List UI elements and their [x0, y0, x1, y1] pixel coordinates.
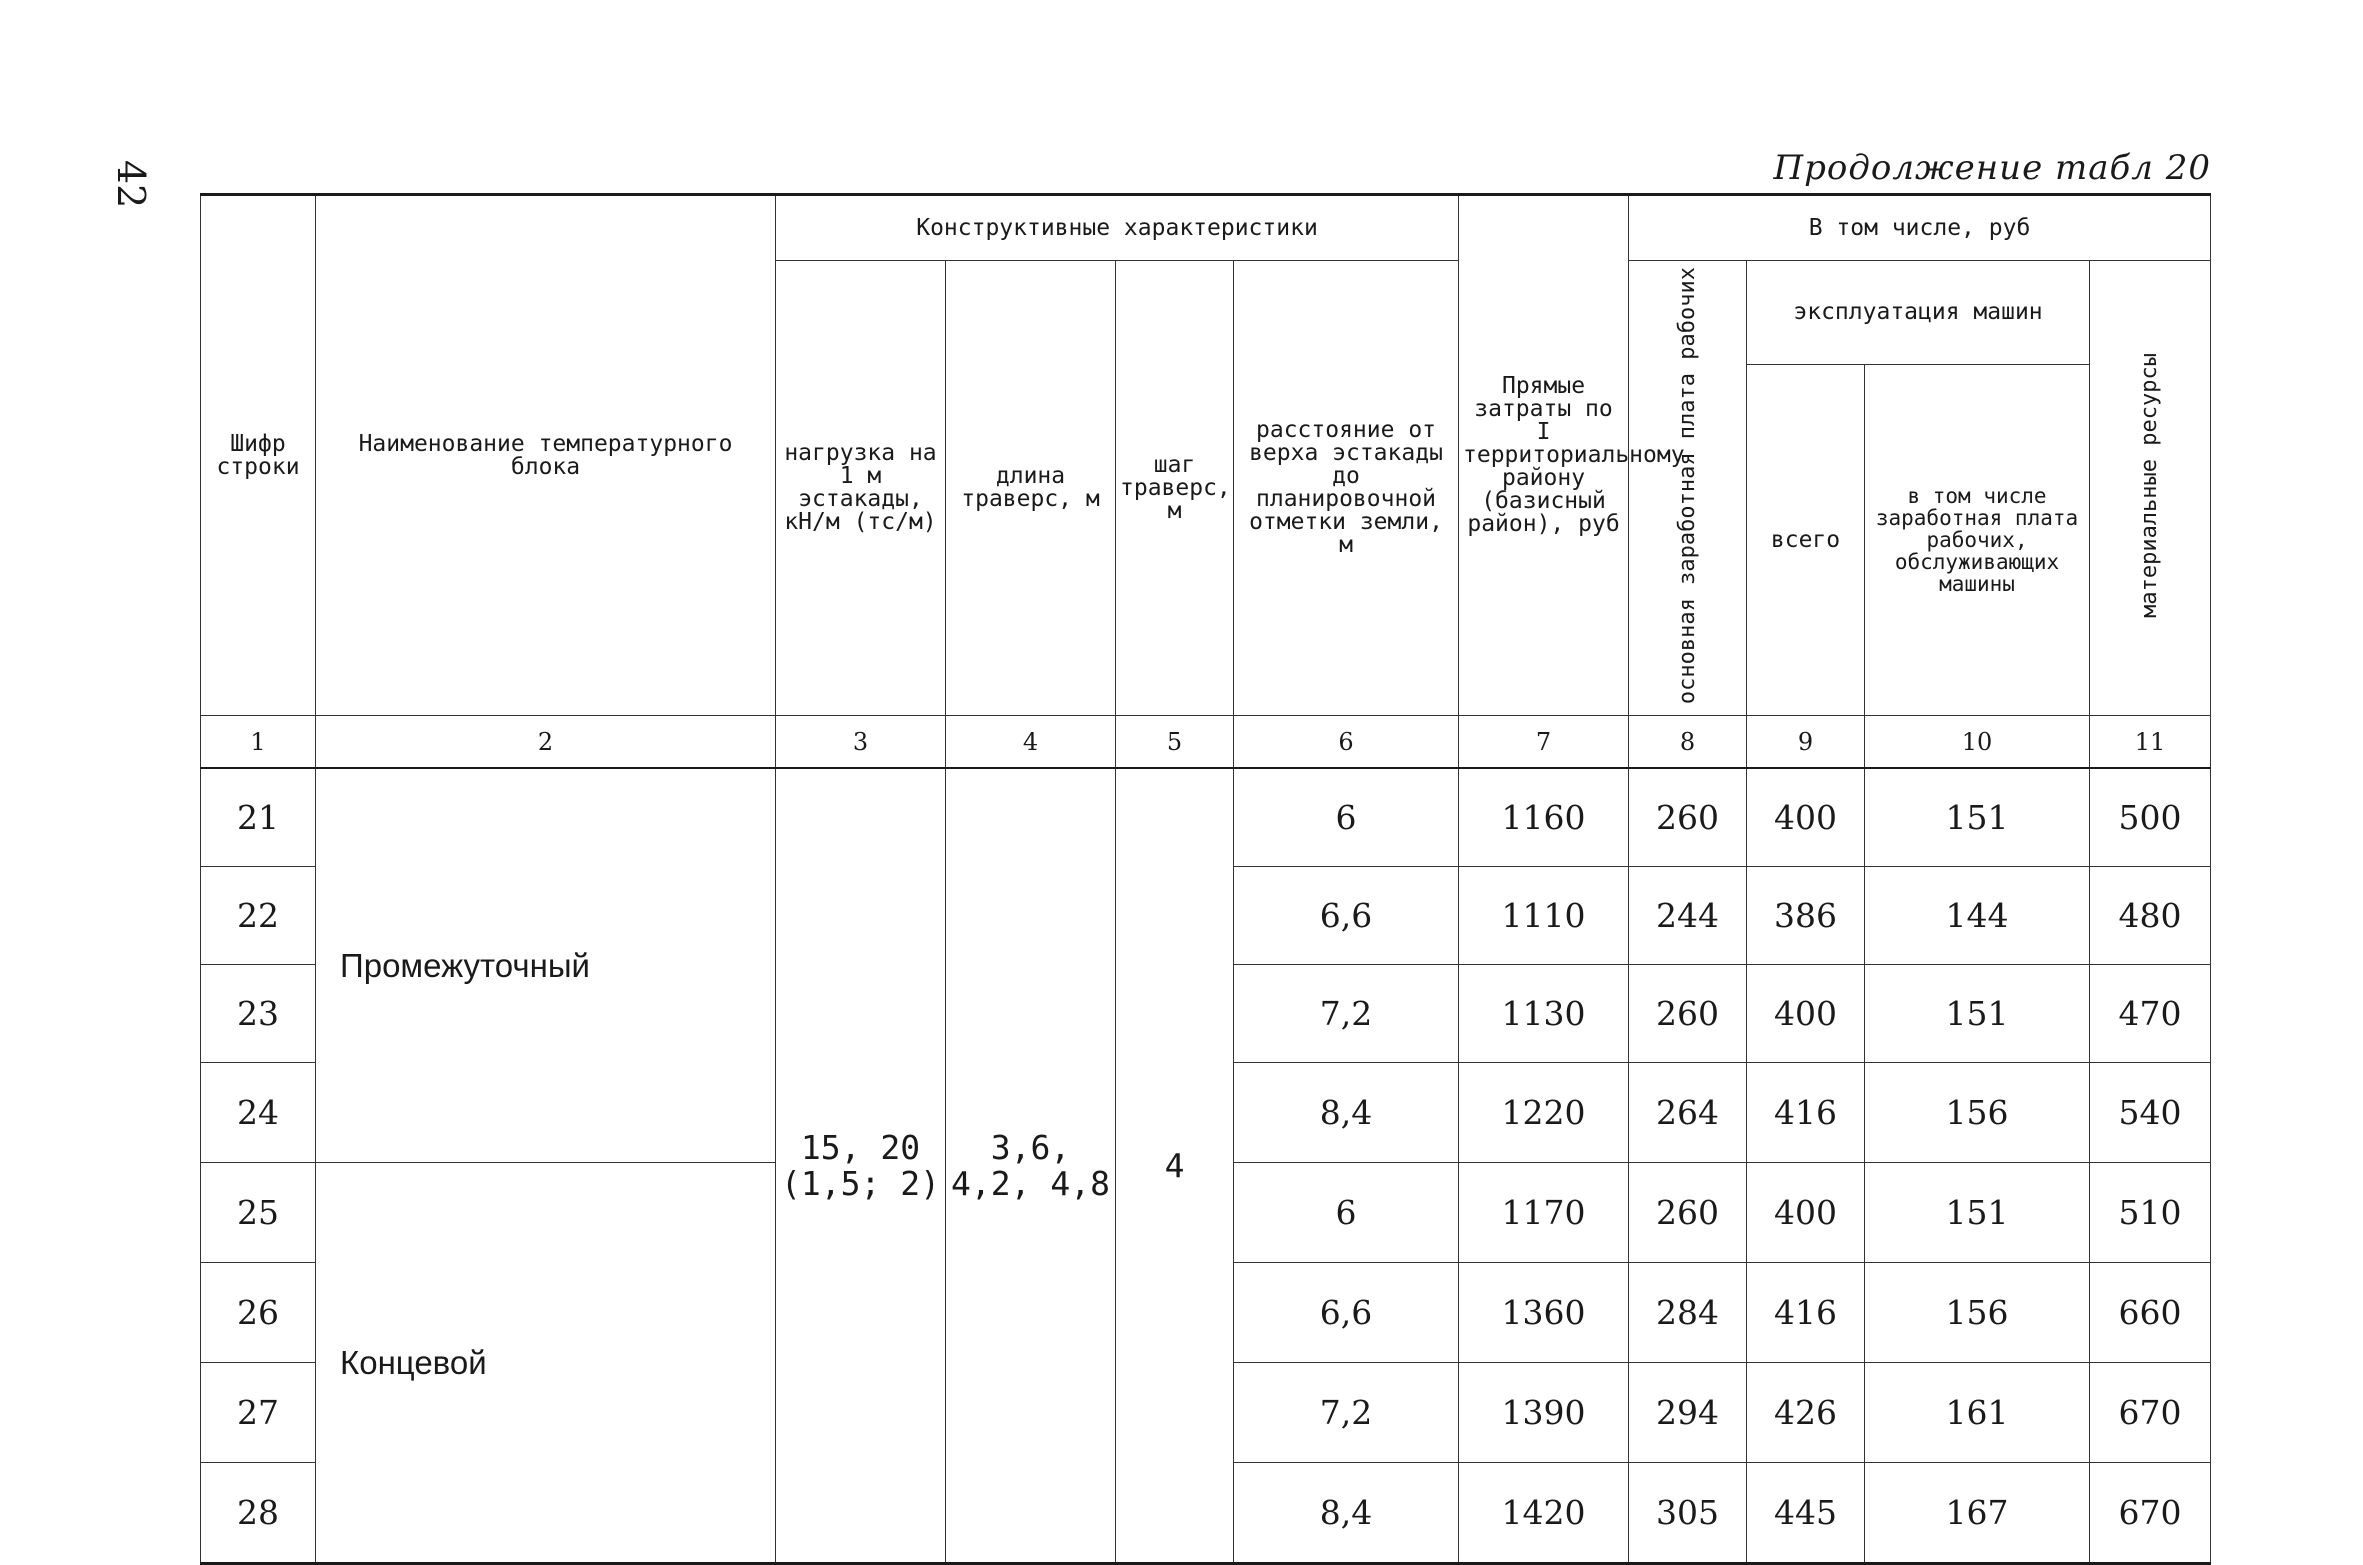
header-total: всего — [1747, 364, 1865, 715]
header-code: Шифр строки — [201, 195, 316, 716]
distance-cell: 6 — [1234, 768, 1459, 867]
machine-wage-cell: 156 — [1865, 1263, 2090, 1363]
machine-wage-cell: 151 — [1865, 965, 2090, 1063]
row-code: 24 — [201, 1063, 316, 1163]
materials-cell: 670 — [2090, 1363, 2211, 1463]
direct-cost-cell: 1160 — [1459, 768, 1629, 867]
distance-cell: 7,2 — [1234, 1363, 1459, 1463]
machine-wage-cell: 151 — [1865, 1163, 2090, 1263]
base-wage-cell: 260 — [1629, 1163, 1747, 1263]
block-name-end: Концевой — [316, 1163, 776, 1564]
traverse-step-value: 4 — [1116, 768, 1234, 1564]
column-number: 9 — [1747, 716, 1865, 769]
materials-cell: 500 — [2090, 768, 2211, 867]
base-wage-cell: 260 — [1629, 965, 1747, 1063]
materials-cell: 670 — [2090, 1463, 2211, 1564]
machine-total-cell: 416 — [1747, 1063, 1865, 1163]
cost-table — [200, 193, 2211, 1565]
direct-cost-cell: 1130 — [1459, 965, 1629, 1063]
machine-total-cell: 400 — [1747, 768, 1865, 867]
distance-cell: 7,2 — [1234, 965, 1459, 1063]
column-number: 11 — [2090, 716, 2211, 769]
header-distance: расстояние от верха эстакады до планировочной отметки земли, м — [1234, 261, 1459, 716]
header-traverse-length: длина траверс, м — [946, 261, 1116, 716]
base-wage-cell: 305 — [1629, 1463, 1747, 1564]
row-code: 22 — [201, 867, 316, 965]
base-wage-cell: 264 — [1629, 1063, 1747, 1163]
row-code: 28 — [201, 1463, 316, 1564]
column-number: 1 — [201, 716, 316, 769]
header-direct-costs: Прямые затраты по I территориальному району (базисный район), руб — [1459, 195, 1629, 716]
direct-cost-cell: 1390 — [1459, 1363, 1629, 1463]
block-name-intermediate: Промежуточный — [316, 768, 776, 1163]
column-number: 7 — [1459, 716, 1629, 769]
page-number: 42 — [109, 160, 153, 209]
materials-cell: 660 — [2090, 1263, 2211, 1363]
column-number: 8 — [1629, 716, 1747, 769]
materials-cell: 480 — [2090, 867, 2211, 965]
machine-total-cell: 416 — [1747, 1263, 1865, 1363]
header-base-wage — [1629, 261, 1747, 716]
machine-total-cell: 426 — [1747, 1363, 1865, 1463]
row-code: 21 — [201, 768, 316, 867]
row-code: 25 — [201, 1163, 316, 1263]
distance-cell: 6,6 — [1234, 1263, 1459, 1363]
column-number: 2 — [316, 716, 776, 769]
machine-wage-cell: 151 — [1865, 768, 2090, 867]
base-wage-cell: 244 — [1629, 867, 1747, 965]
header-traverse-step: шаг траверс, м — [1116, 261, 1234, 716]
row-code: 27 — [201, 1363, 316, 1463]
base-wage-cell: 284 — [1629, 1263, 1747, 1363]
distance-cell: 6 — [1234, 1163, 1459, 1263]
distance-cell: 8,4 — [1234, 1463, 1459, 1564]
machine-total-cell: 445 — [1747, 1463, 1865, 1564]
machine-total-cell: 400 — [1747, 1163, 1865, 1263]
column-number: 4 — [946, 716, 1116, 769]
machine-wage-cell: 144 — [1865, 867, 2090, 965]
header-machine-operation: эксплуатация машин — [1747, 261, 2090, 365]
header-constructive: Конструктивные характеристики — [776, 195, 1459, 261]
distance-cell: 6,6 — [1234, 867, 1459, 965]
base-wage-cell: 294 — [1629, 1363, 1747, 1463]
machine-wage-cell: 167 — [1865, 1463, 2090, 1564]
direct-cost-cell: 1360 — [1459, 1263, 1629, 1363]
direct-cost-cell: 1420 — [1459, 1463, 1629, 1564]
header-load: нагрузка на 1 м эстакады, кН/м (тс/м) — [776, 261, 946, 716]
header-including: В том числе, руб — [1629, 195, 2211, 261]
column-number: 3 — [776, 716, 946, 769]
machine-wage-cell: 156 — [1865, 1063, 2090, 1163]
column-number: 10 — [1865, 716, 2090, 769]
traverse-length-value: 3,6, 4,2, 4,8 — [946, 768, 1116, 1564]
machine-total-cell: 386 — [1747, 867, 1865, 965]
materials-cell: 510 — [2090, 1163, 2211, 1263]
machine-wage-cell: 161 — [1865, 1363, 2090, 1463]
header-materials-text: материальные ресурсы — [2137, 353, 2163, 618]
direct-cost-cell: 1170 — [1459, 1163, 1629, 1263]
header-name: Наименование температурного блока — [316, 195, 776, 716]
table-row — [201, 768, 2211, 867]
materials-cell: 540 — [2090, 1063, 2211, 1163]
row-code: 26 — [201, 1263, 316, 1363]
column-number: 6 — [1234, 716, 1459, 769]
machine-total-cell: 400 — [1747, 965, 1865, 1063]
table-continuation-caption: Продолжение табл 20 — [1773, 148, 2211, 188]
header-materials — [2090, 261, 2211, 716]
direct-cost-cell: 1220 — [1459, 1063, 1629, 1163]
direct-cost-cell: 1110 — [1459, 867, 1629, 965]
header-base-wage-text: основная заработная плата рабочих — [1674, 267, 1700, 705]
row-code: 23 — [201, 965, 316, 1063]
column-number: 5 — [1116, 716, 1234, 769]
load-value: 15, 20 (1,5; 2) — [776, 768, 946, 1564]
distance-cell: 8,4 — [1234, 1063, 1459, 1163]
header-incl-wage: в том числе заработная плата рабочих, обслуживающих машины — [1865, 364, 2090, 715]
base-wage-cell: 260 — [1629, 768, 1747, 867]
materials-cell: 470 — [2090, 965, 2211, 1063]
